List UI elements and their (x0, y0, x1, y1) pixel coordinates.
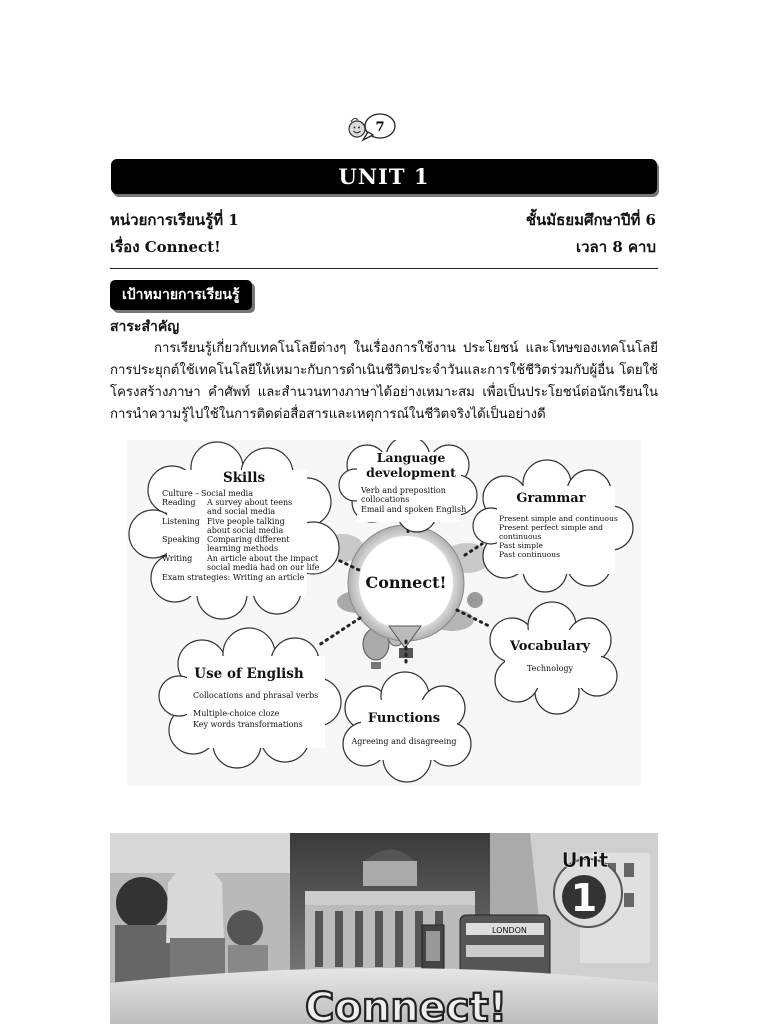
use-of-english-cloud (159, 628, 341, 768)
vocabulary-item: Technology (526, 664, 574, 673)
skills-row-value: about social media (207, 526, 284, 535)
skills-row-value: Five people talking (207, 517, 285, 526)
phone-box-icon (422, 925, 444, 973)
language-title-line1: Language (376, 450, 446, 465)
skills-row-label: Exam strategies: Writing an article (162, 573, 305, 582)
skills-row-label: Speaking (162, 535, 200, 544)
language-title-line2: development (366, 465, 456, 480)
skills-row-label: Reading (162, 498, 196, 507)
unit-banner: UNIT 1 (111, 159, 657, 194)
language-item: Verb and preposition (361, 486, 446, 495)
grammar-item: Past continuous (499, 550, 560, 559)
grammar-item: Present simple and continuous (499, 514, 618, 523)
skills-row-value: social media had on our life (207, 563, 320, 572)
skills-row-label: Writing (162, 554, 193, 563)
essence-heading: สาระสำคัญ (110, 319, 180, 335)
essence-paragraph: การเรียนรู้เกี่ยวกับเทคโนโลยีต่างๆ ในเรื่องการใช้งาน ประโยชน์ และโทษของเทคโนโลยี การประยุกต์ใช้เทคโนโลยีให้เหมาะกับการดำเนินชีวิตประจำวันและการใช้ชีวิตร่วมกับผู้อื่น โดยใช้โครงสร้างภาษา คำศัพท์ และสำนวนทางภาษาได้อย่างเหมาะสม เพื่อเป็นประโยชน์ต่อนักเรียนในการนำความรู้ไปใช้ในการติดต่อสื่อสารและเหตุการณ์ในชีวิตจริงได้เป็นอย่างดี (110, 341, 658, 422)
skills-row-value: and social media (207, 507, 276, 516)
skills-row-label: Culture – (162, 489, 200, 498)
language-item: Email and spoken English (361, 505, 467, 514)
bus-destination-sign: LONDON (492, 926, 527, 935)
time-label: เวลา 8 คาบ (575, 238, 656, 256)
functions-title: Functions (367, 711, 441, 726)
functions-cloud (343, 672, 471, 782)
grade-label: ชั้นมัธยมศึกษาปีที่ 6 (525, 211, 656, 229)
skills-row-value: Comparing different (207, 535, 290, 544)
header-divider (110, 268, 658, 269)
topic-label: เรื่อง Connect! (110, 238, 221, 256)
learning-unit-label: หน่วยการเรียนรู้ที่ 1 (110, 211, 239, 229)
use-of-english-item: Multiple-choice cloze (193, 709, 280, 718)
cover-unit-number: 1 (570, 876, 598, 920)
learning-goal-tag: เป้าหมายการเรียนรู้ (110, 280, 252, 310)
use-of-english-item: Collocations and phrasal verbs (193, 691, 319, 700)
skills-title: Skills (222, 470, 266, 486)
grammar-title: Grammar (516, 491, 586, 506)
use-of-english-item: Key words transformations (193, 720, 303, 729)
grammar-item: continuous (499, 532, 542, 541)
cover-illustration (110, 833, 658, 1024)
grammar-item: Past simple (499, 541, 543, 550)
skills-row-value: An article about the impact (207, 554, 319, 563)
cover-title: Connect! (305, 985, 507, 1024)
grammar-item: Present perfect simple and (499, 523, 603, 532)
cover-unit-word: Unit (561, 848, 609, 872)
smiley-icon (349, 118, 365, 137)
mind-map-center: Connect! (365, 573, 447, 592)
skills-row-value: A survey about teens (207, 498, 293, 507)
use-of-english-title: Use of English (194, 666, 304, 682)
mind-map (127, 440, 641, 786)
vocabulary-title: Vocabulary (509, 639, 591, 654)
skills-row-value: Social media (201, 489, 253, 498)
language-development-cloud (339, 440, 477, 532)
page-number: 7 (375, 120, 385, 135)
functions-item: Agreeing and disagreeing (351, 737, 457, 746)
page-number-badge (344, 110, 400, 146)
skills-row-value: learning methods (207, 544, 279, 553)
skills-row-label: Listening (162, 517, 200, 526)
language-item: collocations (361, 495, 410, 504)
